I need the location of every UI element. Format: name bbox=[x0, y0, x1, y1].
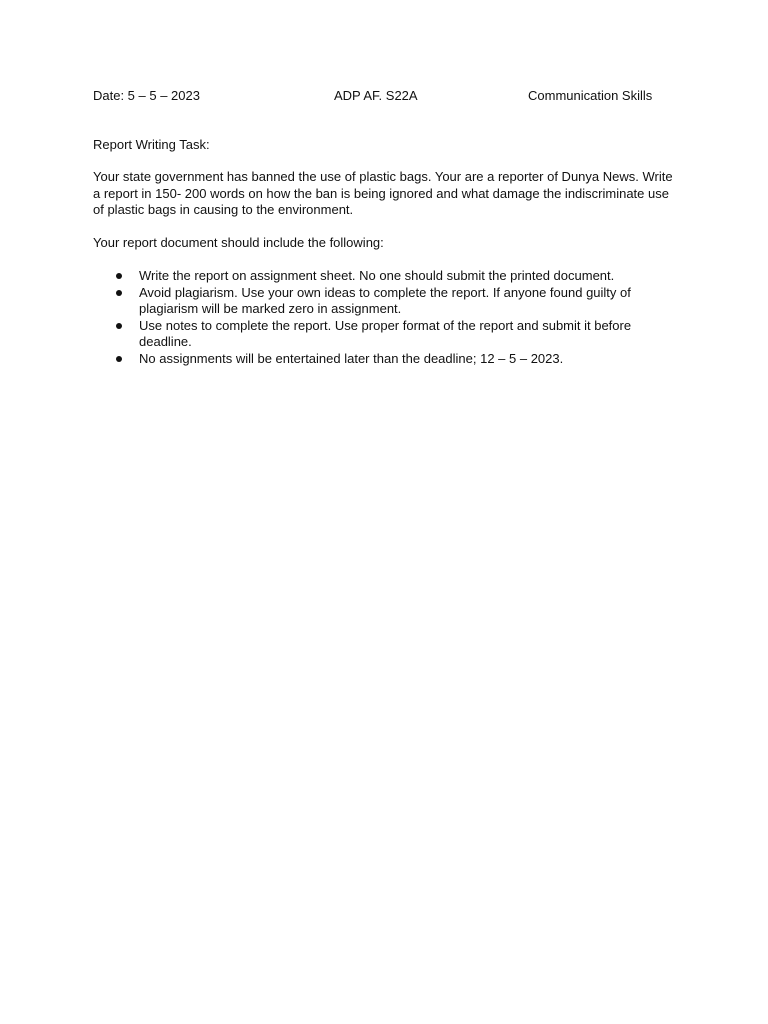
task-description-line: a report in 150- 200 words on how the ban is being ignored and what damage the indiscriminate use bbox=[93, 185, 669, 201]
task-description-line: Your state government has banned the use of plastic bags. Your are a reporter of Dunya News. Write bbox=[93, 169, 673, 184]
requirement-line: plagiarism will be marked zero in assignment. bbox=[139, 301, 402, 316]
header-subject: Communication Skills bbox=[528, 88, 653, 103]
requirement-item bbox=[93, 285, 673, 318]
bullet-dot-icon bbox=[116, 323, 122, 329]
bullet-dot-icon bbox=[116, 290, 122, 296]
header-date: Date: 5 – 5 – 2023 bbox=[93, 88, 200, 103]
requirement-item bbox=[93, 268, 673, 285]
document-header bbox=[0, 88, 768, 106]
task-description-line: of plastic bags in causing to the environment. bbox=[93, 202, 354, 217]
task-title: Report Writing Task: bbox=[93, 137, 210, 152]
header-class-code: ADP AF. S22A bbox=[334, 88, 418, 103]
requirements-intro: Your report document should include the following: bbox=[93, 235, 384, 250]
bullet-dot-icon bbox=[116, 273, 122, 279]
requirement-line: Avoid plagiarism. Use your own ideas to complete the report. If anyone found guilty of bbox=[139, 284, 631, 300]
requirements-list bbox=[93, 268, 673, 367]
task-description bbox=[93, 169, 673, 219]
requirement-item bbox=[93, 351, 673, 368]
requirement-line: Use notes to complete the report. Use proper format of the report and submit it before bbox=[139, 317, 632, 333]
bullet-dot-icon bbox=[116, 356, 122, 362]
requirement-item bbox=[93, 318, 673, 351]
requirement-line: No assignments will be entertained later than the deadline; 12 – 5 – 2023. bbox=[139, 350, 564, 366]
requirement-line: Write the report on assignment sheet. No one should submit the printed document. bbox=[139, 268, 615, 283]
requirement-line: deadline. bbox=[139, 334, 192, 349]
